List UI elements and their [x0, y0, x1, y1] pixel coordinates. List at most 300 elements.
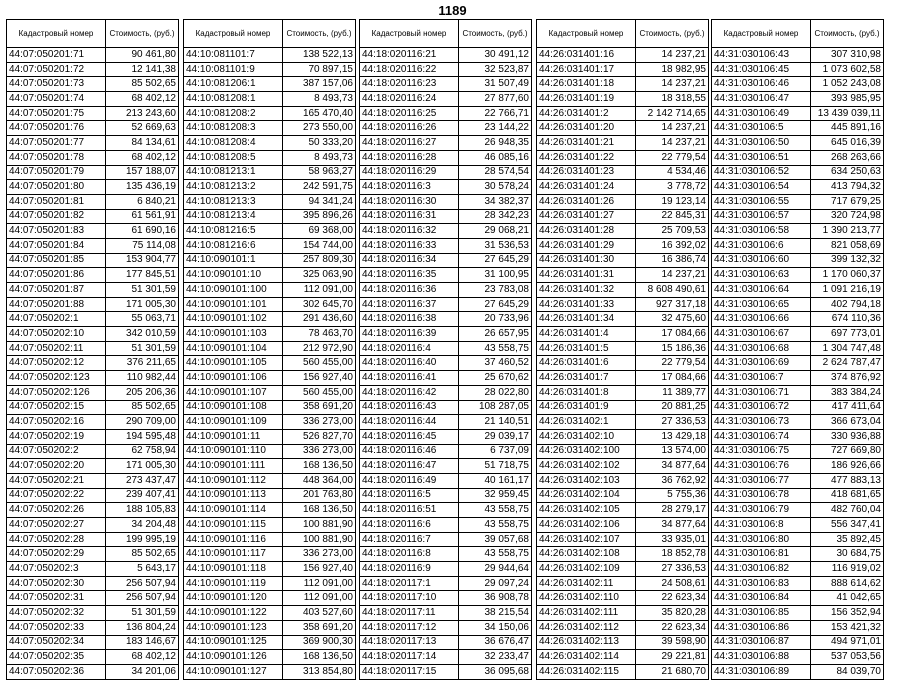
cadastral-number-cell: 44:31:030106:69	[712, 356, 811, 371]
table-row	[360, 283, 532, 298]
table-row	[712, 473, 884, 488]
cost-table-5	[711, 19, 884, 680]
cost-cell: 34 877,64	[636, 459, 709, 474]
table-row	[184, 136, 356, 151]
cadastral-number-cell: 44:18:020116:32	[360, 224, 459, 239]
table-row	[7, 238, 179, 253]
cost-cell: 22 766,71	[459, 106, 532, 121]
table-row	[7, 62, 179, 77]
table-row	[360, 650, 532, 665]
cost-cell: 43 558,75	[459, 547, 532, 562]
table-row	[184, 415, 356, 430]
cadastral-number-cell: 44:31:030106:43	[712, 48, 811, 63]
cadastral-number-cell: 44:26:031401:8	[537, 385, 636, 400]
cadastral-number-cell: 44:18:020116:9	[360, 562, 459, 577]
cost-cell: 51 301,59	[106, 341, 179, 356]
cost-cell: 537 053,56	[811, 650, 884, 665]
cost-cell: 108 287,05	[459, 400, 532, 415]
table-row	[7, 341, 179, 356]
table-row	[712, 194, 884, 209]
table-row	[537, 371, 709, 386]
cadastral-number-cell: 44:10:081101:7	[184, 48, 283, 63]
cadastral-number-cell: 44:07:050202:20	[7, 459, 106, 474]
cost-cell: 34 877,64	[636, 518, 709, 533]
table-row	[7, 400, 179, 415]
cost-cell: 94 341,24	[283, 194, 356, 209]
cadastral-number-cell: 44:07:050202:123	[7, 371, 106, 386]
cost-cell: 821 058,69	[811, 238, 884, 253]
cadastral-number-cell: 44:26:031401:19	[537, 92, 636, 107]
cadastral-number-cell: 44:07:050202:16	[7, 415, 106, 430]
cost-cell: 61 561,91	[106, 209, 179, 224]
cadastral-number-cell: 44:07:050201:73	[7, 77, 106, 92]
cadastral-number-cell: 44:07:050201:76	[7, 121, 106, 136]
cost-cell: 2 142 714,65	[636, 106, 709, 121]
table-row	[7, 297, 179, 312]
table-row	[184, 283, 356, 298]
cost-cell: 18 982,95	[636, 62, 709, 77]
cost-cell: 23 783,08	[459, 283, 532, 298]
cadastral-number-cell: 44:10:090101:112	[184, 473, 283, 488]
cost-cell: 21 680,70	[636, 664, 709, 679]
cost-cell: 5 755,36	[636, 488, 709, 503]
cost-cell: 11 389,77	[636, 385, 709, 400]
cadastral-number-cell: 44:26:031401:32	[537, 283, 636, 298]
table-row	[712, 532, 884, 547]
table-row	[537, 576, 709, 591]
cadastral-number-cell: 44:07:050201:74	[7, 92, 106, 107]
cadastral-number-cell: 44:07:050201:86	[7, 268, 106, 283]
cost-cell: 307 310,98	[811, 48, 884, 63]
table-row	[537, 562, 709, 577]
cadastral-number-cell: 44:10:090101:106	[184, 371, 283, 386]
cost-cell: 14 237,21	[636, 268, 709, 283]
table-row	[712, 253, 884, 268]
cost-cell: 29 944,64	[459, 562, 532, 577]
cadastral-number-cell: 44:07:050201:88	[7, 297, 106, 312]
table-row	[184, 473, 356, 488]
cost-cell: 171 005,30	[106, 297, 179, 312]
cadastral-number-cell: 44:10:090101:120	[184, 591, 283, 606]
cost-cell: 330 936,88	[811, 429, 884, 444]
cadastral-number-cell: 44:18:020116:28	[360, 150, 459, 165]
cost-cell: 46 085,16	[459, 150, 532, 165]
table-row	[537, 547, 709, 562]
cost-cell: 27 877,60	[459, 92, 532, 107]
cost-cell: 32 959,45	[459, 488, 532, 503]
cadastral-number-cell: 44:26:031401:27	[537, 209, 636, 224]
cost-cell: 418 681,65	[811, 488, 884, 503]
cadastral-number-cell: 44:26:031401:5	[537, 341, 636, 356]
cost-cell: 43 558,75	[459, 341, 532, 356]
cost-cell: 154 744,00	[283, 238, 356, 253]
cadastral-number-cell: 44:07:050201:84	[7, 238, 106, 253]
cadastral-number-cell: 44:10:090101:10	[184, 268, 283, 283]
cadastral-number-cell: 44:18:020116:36	[360, 283, 459, 298]
table-row	[712, 180, 884, 195]
cost-cell: 1 091 216,19	[811, 283, 884, 298]
cost-cell: 26 657,95	[459, 327, 532, 342]
table-row	[184, 400, 356, 415]
table-row	[537, 415, 709, 430]
table-row	[537, 209, 709, 224]
table-row	[712, 150, 884, 165]
cadastral-number-cell: 44:31:030106:46	[712, 77, 811, 92]
cadastral-number-cell: 44:18:020116:35	[360, 268, 459, 283]
table-header-row	[712, 20, 884, 48]
cadastral-number-cell: 44:31:030106:51	[712, 150, 811, 165]
cost-cell: 383 384,24	[811, 385, 884, 400]
cost-cell: 31 100,95	[459, 268, 532, 283]
table-row	[537, 488, 709, 503]
table-row	[184, 664, 356, 679]
cadastral-number-cell: 44:18:020116:44	[360, 415, 459, 430]
cadastral-number-cell: 44:26:031402:103	[537, 473, 636, 488]
table-row	[712, 268, 884, 283]
cost-cell: 22 779,54	[636, 150, 709, 165]
cost-cell: 17 084,66	[636, 327, 709, 342]
cadastral-number-cell: 44:31:030106:87	[712, 635, 811, 650]
cost-cell: 52 669,63	[106, 121, 179, 136]
cadastral-number-cell: 44:31:030106:5	[712, 121, 811, 136]
cost-cell: 8 493,73	[283, 92, 356, 107]
table-row	[537, 591, 709, 606]
cadastral-number-cell: 44:07:050201:72	[7, 62, 106, 77]
cadastral-number-cell: 44:31:030106:85	[712, 606, 811, 621]
table-row	[360, 635, 532, 650]
cadastral-number-cell: 44:26:031401:29	[537, 238, 636, 253]
table-row	[7, 385, 179, 400]
table-row	[712, 165, 884, 180]
cadastral-number-cell: 44:31:030106:55	[712, 194, 811, 209]
table-row	[7, 532, 179, 547]
cadastral-number-cell: 44:18:020116:6	[360, 518, 459, 533]
cost-cell: 112 091,00	[283, 591, 356, 606]
cost-cell: 68 402,12	[106, 150, 179, 165]
table-row	[360, 532, 532, 547]
table-row	[360, 62, 532, 77]
table-row	[7, 620, 179, 635]
cadastral-number-cell: 44:10:081213:4	[184, 209, 283, 224]
cadastral-number-cell: 44:18:020116:29	[360, 165, 459, 180]
cadastral-number-cell: 44:10:090101:102	[184, 312, 283, 327]
table-row	[712, 312, 884, 327]
table-row	[184, 591, 356, 606]
table-row	[7, 121, 179, 136]
cadastral-number-cell: 44:10:090101:11	[184, 429, 283, 444]
table-row	[7, 547, 179, 562]
table-row	[184, 606, 356, 621]
table-row	[712, 371, 884, 386]
cadastral-number-cell: 44:10:090101:103	[184, 327, 283, 342]
cost-cell: 8 608 490,61	[636, 283, 709, 298]
cadastral-number-cell: 44:26:031402:11	[537, 576, 636, 591]
cadastral-number-cell: 44:26:031402:109	[537, 562, 636, 577]
cadastral-number-cell: 44:10:081213:1	[184, 165, 283, 180]
cadastral-number-cell: 44:26:031401:16	[537, 48, 636, 63]
cost-cell: 336 273,00	[283, 444, 356, 459]
table-row	[712, 341, 884, 356]
cadastral-number-cell: 44:10:090101:108	[184, 400, 283, 415]
cadastral-number-cell: 44:18:020117:12	[360, 620, 459, 635]
cost-cell: 34 382,37	[459, 194, 532, 209]
cadastral-number-cell: 44:07:050202:30	[7, 576, 106, 591]
table-row	[7, 92, 179, 107]
cost-cell: 212 972,90	[283, 341, 356, 356]
table-row	[184, 562, 356, 577]
table-row	[360, 121, 532, 136]
table-row	[184, 106, 356, 121]
cadastral-number-cell: 44:07:050201:80	[7, 180, 106, 195]
cost-cell: 100 881,90	[283, 518, 356, 533]
cost-cell: 13 439 039,11	[811, 106, 884, 121]
cadastral-number-cell: 44:26:031401:23	[537, 165, 636, 180]
cadastral-number-cell: 44:18:020116:3	[360, 180, 459, 195]
cost-cell: 34 201,06	[106, 664, 179, 679]
cadastral-number-cell: 44:18:020116:33	[360, 238, 459, 253]
cost-cell: 90 461,80	[106, 48, 179, 63]
table-row	[712, 62, 884, 77]
table-row	[712, 562, 884, 577]
cadastral-number-cell: 44:18:020116:39	[360, 327, 459, 342]
cost-cell: 34 204,48	[106, 518, 179, 533]
table-row	[7, 576, 179, 591]
cadastral-number-cell: 44:31:030106:58	[712, 224, 811, 239]
cost-cell: 290 709,00	[106, 415, 179, 430]
table-row	[537, 253, 709, 268]
table-row	[360, 518, 532, 533]
cadastral-number-cell: 44:31:030106:66	[712, 312, 811, 327]
cost-cell: 15 186,36	[636, 341, 709, 356]
table-row	[7, 253, 179, 268]
cost-cell: 156 927,40	[283, 371, 356, 386]
cost-cell: 6 840,21	[106, 194, 179, 209]
table-row	[360, 77, 532, 92]
table-row	[184, 650, 356, 665]
cost-cell: 36 762,92	[636, 473, 709, 488]
table-row	[7, 444, 179, 459]
cadastral-number-cell: 44:10:090101:125	[184, 635, 283, 650]
cadastral-number-cell: 44:18:020116:41	[360, 371, 459, 386]
table-row	[360, 459, 532, 474]
cost-cell: 51 718,75	[459, 459, 532, 474]
cadastral-number-cell: 44:10:090101:107	[184, 385, 283, 400]
table-row	[712, 518, 884, 533]
table-row	[184, 121, 356, 136]
table-row	[537, 136, 709, 151]
cadastral-number-cell: 44:26:031402:113	[537, 635, 636, 650]
cadastral-number-cell: 44:18:020116:25	[360, 106, 459, 121]
cost-cell: 135 436,19	[106, 180, 179, 195]
cadastral-number-cell: 44:10:090101:117	[184, 547, 283, 562]
table-row	[184, 297, 356, 312]
table-row	[7, 194, 179, 209]
table-row	[537, 150, 709, 165]
cost-cell: 34 150,06	[459, 620, 532, 635]
cost-cell: 325 063,90	[283, 268, 356, 283]
cost-cell: 1 390 213,77	[811, 224, 884, 239]
cost-cell: 30 491,12	[459, 48, 532, 63]
cost-cell: 291 436,60	[283, 312, 356, 327]
cost-cell: 27 336,53	[636, 415, 709, 430]
cost-cell: 26 948,35	[459, 136, 532, 151]
cost-cell: 14 237,21	[636, 121, 709, 136]
cadastral-number-cell: 44:07:050202:2	[7, 444, 106, 459]
table-row	[712, 488, 884, 503]
cost-cell: 32 475,60	[636, 312, 709, 327]
cost-cell: 717 679,25	[811, 194, 884, 209]
header-cost: Стоимость, (руб.)	[636, 20, 709, 48]
cadastral-number-cell: 44:31:030106:76	[712, 459, 811, 474]
cadastral-number-cell: 44:31:030106:64	[712, 283, 811, 298]
cadastral-number-cell: 44:26:031402:104	[537, 488, 636, 503]
table-row	[7, 77, 179, 92]
table-row	[360, 150, 532, 165]
table-row	[360, 664, 532, 679]
table-row	[360, 312, 532, 327]
cost-cell: 194 595,48	[106, 429, 179, 444]
cadastral-number-cell: 44:31:030106:65	[712, 297, 811, 312]
table-row	[712, 650, 884, 665]
table-row	[360, 92, 532, 107]
cost-cell: 21 140,51	[459, 415, 532, 430]
cadastral-number-cell: 44:10:081208:3	[184, 121, 283, 136]
cadastral-number-cell: 44:26:031401:33	[537, 297, 636, 312]
table-row	[360, 547, 532, 562]
table-row	[537, 503, 709, 518]
table-row	[7, 268, 179, 283]
cost-cell: 168 136,50	[283, 650, 356, 665]
cadastral-number-cell: 44:26:031402:107	[537, 532, 636, 547]
cost-cell: 697 773,01	[811, 327, 884, 342]
table-row	[7, 48, 179, 63]
cost-table-4	[536, 19, 709, 680]
cadastral-number-cell: 44:07:050202:26	[7, 503, 106, 518]
table-row	[360, 136, 532, 151]
cadastral-number-cell: 44:18:020116:23	[360, 77, 459, 92]
cadastral-number-cell: 44:26:031401:26	[537, 194, 636, 209]
table-row	[712, 209, 884, 224]
table-row	[360, 253, 532, 268]
table-row	[712, 224, 884, 239]
cadastral-number-cell: 44:07:050202:15	[7, 400, 106, 415]
table-row	[7, 503, 179, 518]
cost-cell: 205 206,36	[106, 385, 179, 400]
cost-cell: 153 904,77	[106, 253, 179, 268]
cadastral-number-cell: 44:10:090101:123	[184, 620, 283, 635]
cadastral-number-cell: 44:10:090101:111	[184, 459, 283, 474]
header-cadastral-number: Кадастровый номер	[360, 20, 459, 48]
cost-cell: 273 437,47	[106, 473, 179, 488]
table-row	[537, 77, 709, 92]
cost-cell: 30 578,24	[459, 180, 532, 195]
cadastral-number-cell: 44:07:050202:32	[7, 606, 106, 621]
cost-cell: 68 402,12	[106, 650, 179, 665]
table-row	[360, 165, 532, 180]
table-row	[7, 356, 179, 371]
cost-cell: 112 091,00	[283, 576, 356, 591]
cost-cell: 413 794,32	[811, 180, 884, 195]
cost-cell: 366 673,04	[811, 415, 884, 430]
cadastral-number-cell: 44:07:050201:79	[7, 165, 106, 180]
cadastral-number-cell: 44:31:030106:6	[712, 238, 811, 253]
cadastral-number-cell: 44:10:090101:127	[184, 664, 283, 679]
table-row	[184, 341, 356, 356]
table-row	[7, 371, 179, 386]
table-row	[360, 209, 532, 224]
cost-cell: 23 144,22	[459, 121, 532, 136]
cost-cell: 24 508,61	[636, 576, 709, 591]
cost-cell: 3 778,72	[636, 180, 709, 195]
cadastral-number-cell: 44:26:031402:110	[537, 591, 636, 606]
cost-cell: 395 896,26	[283, 209, 356, 224]
table-row	[537, 444, 709, 459]
cost-cell: 358 691,20	[283, 400, 356, 415]
table-row	[184, 576, 356, 591]
cost-cell: 358 691,20	[283, 620, 356, 635]
table-row	[537, 635, 709, 650]
table-header-row	[7, 20, 179, 48]
cost-cell: 29 039,17	[459, 429, 532, 444]
cadastral-number-cell: 44:10:081208:4	[184, 136, 283, 151]
cost-cell: 634 250,63	[811, 165, 884, 180]
cadastral-number-cell: 44:07:050201:78	[7, 150, 106, 165]
header-cadastral-number: Кадастровый номер	[184, 20, 283, 48]
table-row	[7, 209, 179, 224]
table-row	[360, 415, 532, 430]
table-row	[712, 444, 884, 459]
cost-cell: 156 352,94	[811, 606, 884, 621]
cadastral-number-cell: 44:10:090101:105	[184, 356, 283, 371]
cost-cell: 168 136,50	[283, 503, 356, 518]
cost-cell: 402 794,18	[811, 297, 884, 312]
cadastral-number-cell: 44:31:030106:71	[712, 385, 811, 400]
cadastral-number-cell: 44:26:031402:108	[537, 547, 636, 562]
cost-cell: 342 010,59	[106, 327, 179, 342]
cost-cell: 1 073 602,58	[811, 62, 884, 77]
cost-cell: 4 534,46	[636, 165, 709, 180]
cadastral-number-cell: 44:26:031401:7	[537, 371, 636, 386]
header-cost: Стоимость, (руб.)	[811, 20, 884, 48]
cost-cell: 85 502,65	[106, 547, 179, 562]
cost-cell: 84 039,70	[811, 664, 884, 679]
cost-cell: 43 558,75	[459, 503, 532, 518]
cadastral-number-cell: 44:26:031402:114	[537, 650, 636, 665]
table-row	[184, 547, 356, 562]
table-row	[184, 532, 356, 547]
table-row	[712, 283, 884, 298]
table-row	[184, 150, 356, 165]
cadastral-number-cell: 44:18:020116:5	[360, 488, 459, 503]
cost-cell: 100 881,90	[283, 532, 356, 547]
table-header-row	[184, 20, 356, 48]
cadastral-number-cell: 44:07:050202:12	[7, 356, 106, 371]
cost-cell: 70 897,15	[283, 62, 356, 77]
table-row	[712, 385, 884, 400]
cadastral-number-cell: 44:10:081213:2	[184, 180, 283, 195]
cost-cell: 165 470,40	[283, 106, 356, 121]
cadastral-number-cell: 44:18:020116:46	[360, 444, 459, 459]
table-row	[537, 106, 709, 121]
cadastral-number-cell: 44:31:030106:81	[712, 547, 811, 562]
table-row	[184, 518, 356, 533]
cost-cell: 20 733,96	[459, 312, 532, 327]
cost-cell: 2 624 787,47	[811, 356, 884, 371]
cost-cell: 78 463,70	[283, 327, 356, 342]
cadastral-number-cell: 44:31:030106:8	[712, 518, 811, 533]
cost-cell: 393 985,95	[811, 92, 884, 107]
cost-cell: 69 368,00	[283, 224, 356, 239]
